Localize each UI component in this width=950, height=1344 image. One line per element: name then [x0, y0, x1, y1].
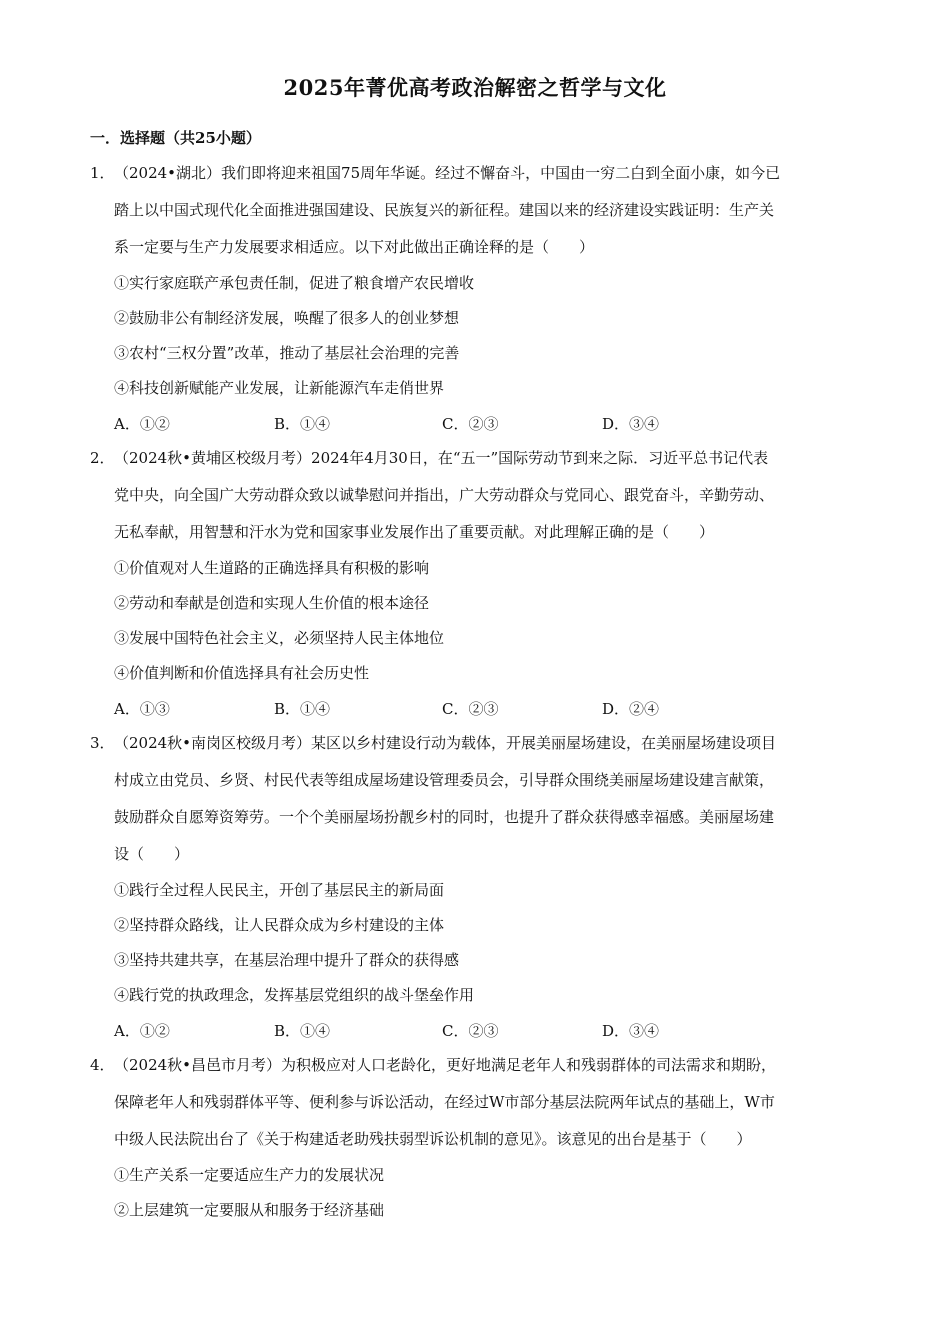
- statement-option: ③发展中国特色社会主义，必须坚持人民主体地位: [114, 629, 445, 647]
- question-stem-text: 踏上以中国式现代化全面推进强国建设、民族复兴的新征程。建国以来的经济建设实践证明：生产关: [114, 201, 775, 219]
- question-stem-text: 设（ ）: [114, 845, 190, 863]
- statement-option: ③坚持共建共享，在基层治理中提升了群众的获得感: [114, 951, 460, 969]
- answer-choice-b: B．①④: [274, 700, 331, 718]
- statement-option: ①践行全过程人民民主，开创了基层民主的新局面: [114, 881, 445, 899]
- question-stem-line: [90, 725, 860, 762]
- question-number: 2．: [90, 449, 115, 467]
- answer-choice-a: A．①③: [114, 700, 170, 718]
- answer-choice-c: C．②③: [442, 1022, 499, 1040]
- statement-option: ④践行党的执政理念，发挥基层党组织的战斗堡垒作用: [114, 986, 475, 1004]
- answer-choice-c: C．②③: [442, 700, 499, 718]
- question-stem-text: （2024•湖北）我们即将迎来祖国75周年华诞。经过不懈奋斗，中国由一穷二白到全面小康，如今已: [114, 164, 781, 182]
- question-4: [90, 1047, 860, 1228]
- answer-choice-d: D．③④: [602, 415, 660, 433]
- section-heading: 一．选择题（共25小题）: [90, 129, 261, 147]
- statement-option: ①生产关系一定要适应生产力的发展状况: [114, 1166, 385, 1184]
- question-stem-text: 中级人民法院出台了《关于构建适老助残扶弱型诉讼机制的意见》。该意见的出台是基于（ ）: [114, 1130, 752, 1148]
- statement-option: ②坚持群众路线，让人民群众成为乡村建设的主体: [114, 916, 445, 934]
- question-number: 1．: [90, 164, 115, 182]
- answer-choice-d: D．②④: [602, 700, 660, 718]
- question-stem-line: [90, 1047, 860, 1084]
- question-stem-line: [90, 440, 860, 477]
- answer-choices: [90, 1013, 860, 1049]
- statement-option: ④科技创新赋能产业发展，让新能源汽车走俏世界: [114, 379, 445, 397]
- question-1: [90, 155, 860, 442]
- statement-option: ②上层建筑一定要服从和服务于经济基础: [114, 1201, 385, 1219]
- statement-option: ④价值判断和价值选择具有社会历史性: [114, 664, 370, 682]
- question-stem-text: （2024秋•昌邑市月考）为积极应对人口老龄化，更好地满足老年人和残弱群体的司法需求和期盼，: [114, 1056, 777, 1074]
- answer-choice-d: D．③④: [602, 1022, 660, 1040]
- question-stem-text: 无私奉献，用智慧和汗水为党和国家事业发展作出了重要贡献。对此理解正确的是（ ）: [114, 523, 715, 541]
- answer-choice-b: B．①④: [274, 415, 331, 433]
- question-stem-text: 系一定要与生产力发展要求相适应。以下对此做出正确诠释的是（ ）: [114, 238, 595, 256]
- question-stem-text: 党中央，向全国广大劳动群众致以诚挚慰问并指出，广大劳动群众与党同心、跟党奋斗，辛勤劳动、: [114, 486, 775, 504]
- question-stem-line: [90, 155, 860, 192]
- answer-choices: [90, 406, 860, 442]
- statement-option: ②鼓励非公有制经济发展，唤醒了很多人的创业梦想: [114, 309, 460, 327]
- question-stem-text: （2024秋•黄埔区校级月考）2024年4月30日，在“五一”国际劳动节到来之际．习近平总书记代表: [114, 449, 769, 467]
- question-3: [90, 725, 860, 1049]
- answer-choices: [90, 691, 860, 727]
- statement-option: ①价值观对人生道路的正确选择具有积极的影响: [114, 559, 430, 577]
- answer-choice-a: A．①②: [114, 1022, 170, 1040]
- question-number: 4．: [90, 1056, 115, 1074]
- question-stem-text: 村成立由党员、乡贤、村民代表等组成屋场建设管理委员会，引导群众围绕美丽屋场建设建言献策，: [114, 771, 775, 789]
- statement-option: ③农村“三权分置”改革，推动了基层社会治理的完善: [114, 344, 460, 362]
- document-title: 2025年菁优高考政治解密之哲学与文化: [283, 75, 667, 100]
- question-stem-text: 鼓励群众自愿筹资筹劳。一个个美丽屋场扮靓乡村的同时，也提升了群众获得感幸福感。美丽屋场建: [114, 808, 775, 826]
- question-2: [90, 440, 860, 727]
- question-stem-text: （2024秋•南岗区校级月考）某区以乡村建设行动为载体，开展美丽屋场建设，在美丽屋场建设项目: [114, 734, 777, 752]
- answer-choice-c: C．②③: [442, 415, 499, 433]
- statement-option: ①实行家庭联产承包责任制，促进了粮食增产农民增收: [114, 274, 475, 292]
- statement-option: ②劳动和奉献是创造和实现人生价值的根本途径: [114, 594, 430, 612]
- answer-choice-b: B．①④: [274, 1022, 331, 1040]
- question-number: 3．: [90, 734, 115, 752]
- answer-choice-a: A．①②: [114, 415, 170, 433]
- question-stem-text: 保障老年人和残弱群体平等、便利参与诉讼活动，在经过W市部分基层法院两年试点的基础上，W市: [114, 1093, 775, 1111]
